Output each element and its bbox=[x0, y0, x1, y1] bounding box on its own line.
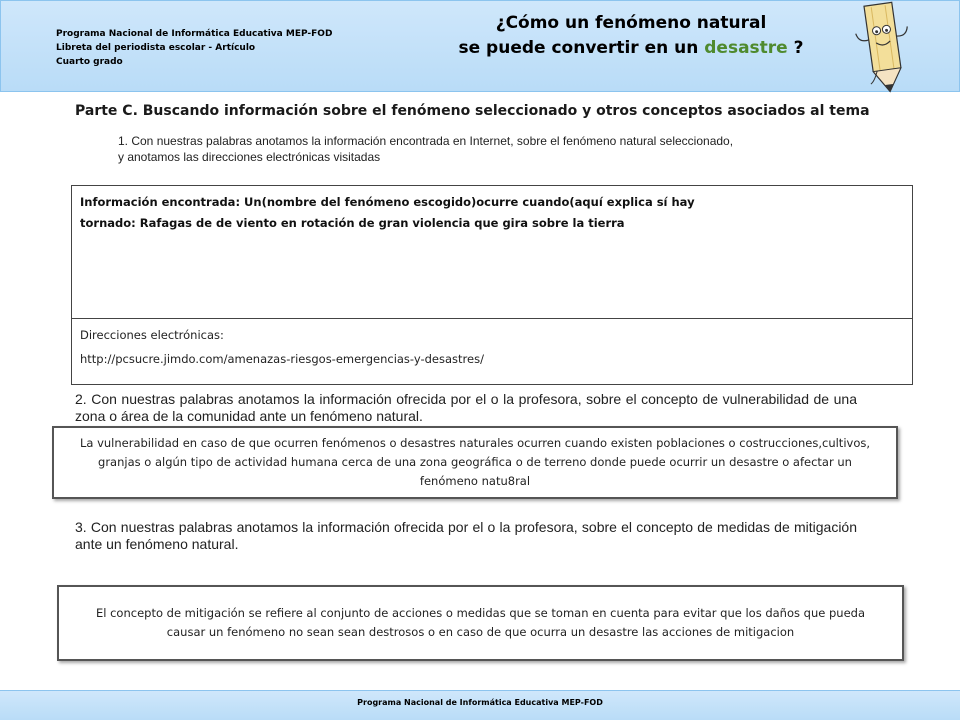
grade-label: Cuarto grado bbox=[56, 57, 123, 67]
title-line-1: ¿Cómo un fenómeno natural bbox=[495, 13, 767, 33]
program-info bbox=[56, 27, 332, 69]
item-3-instruction: 3. Con nuestras palabras anotamos la información ofrecida por el o la profesora, sobre el concepto de medidas de mitigación ante un fenómeno natural. bbox=[75, 519, 857, 552]
item-1-line-2: y anotamos las direcciones electrónicas visitadas bbox=[118, 150, 381, 164]
info-table bbox=[71, 185, 913, 385]
vulnerability-answer-box bbox=[52, 426, 898, 499]
pencil-character-icon bbox=[848, 0, 918, 96]
notebook-label: Libreta del periodista escolar - Artículo bbox=[56, 43, 256, 53]
item-1-line-1: 1. Con nuestras palabras anotamos la información encontrada en Internet, sobre el fenómeno natural seleccionado, bbox=[118, 134, 734, 148]
found-info-cell bbox=[72, 186, 912, 319]
mitigation-answer-box bbox=[57, 585, 904, 661]
addresses-cell bbox=[72, 319, 912, 375]
title-prefix: se puede convertir en un bbox=[458, 38, 705, 58]
footer-band bbox=[0, 690, 960, 720]
section-title: Parte C. Buscando información sobre el fenómeno seleccionado y otros conceptos asociados al tema bbox=[75, 103, 870, 119]
program-name: Programa Nacional de Informática Educativa MEP-FOD bbox=[56, 29, 333, 39]
header-band bbox=[0, 0, 960, 92]
item-1-instruction bbox=[118, 133, 888, 165]
found-info-line-2: tornado: Rafagas de de viento en rotación de gran violencia que gira sobre la tierra bbox=[80, 216, 625, 230]
vulnerability-answer-text: La vulnerabilidad en caso de que ocurren fenómenos o desastres naturales ocurren cuando existen poblaciones o costrucciones,cultivos, granjas o algún tipo de actividad humana cerca de una zona geográfica o de terreno donde puede ocurrir un desastre o afectar un fenómeno natu8ral bbox=[79, 436, 871, 488]
addresses-label: Direcciones electrónicas: bbox=[80, 328, 224, 342]
mitigation-answer-text: El concepto de mitigación se refiere al conjunto de acciones o medidas que se toman en cuenta para evitar que los daños que pueda causar un fenómeno no sean sean destrosos o en caso de que ocurra un desastre las acciones de mitigacion bbox=[95, 606, 865, 639]
title-accent-word: desastre bbox=[704, 38, 788, 58]
title-line-2 bbox=[441, 36, 821, 61]
item-2-instruction: 2. Con nuestras palabras anotamos la información ofrecida por el o la profesora, sobre el concepto de vulnerabilidad de una zona o área de la comunidad ante un fenómeno natural. bbox=[75, 391, 857, 424]
found-info-line-1: Información encontrada: Un(nombre del fenómeno escogido)ocurre cuando(aquí explica sí hay bbox=[80, 195, 695, 209]
title-suffix: ? bbox=[787, 38, 804, 58]
footer-text: Programa Nacional de Informática Educativa MEP-FOD bbox=[357, 698, 603, 707]
page-title bbox=[441, 11, 821, 61]
addresses-url: http://pcsucre.jimdo.com/amenazas-riesgos-emergencias-y-desastres/ bbox=[80, 352, 484, 366]
